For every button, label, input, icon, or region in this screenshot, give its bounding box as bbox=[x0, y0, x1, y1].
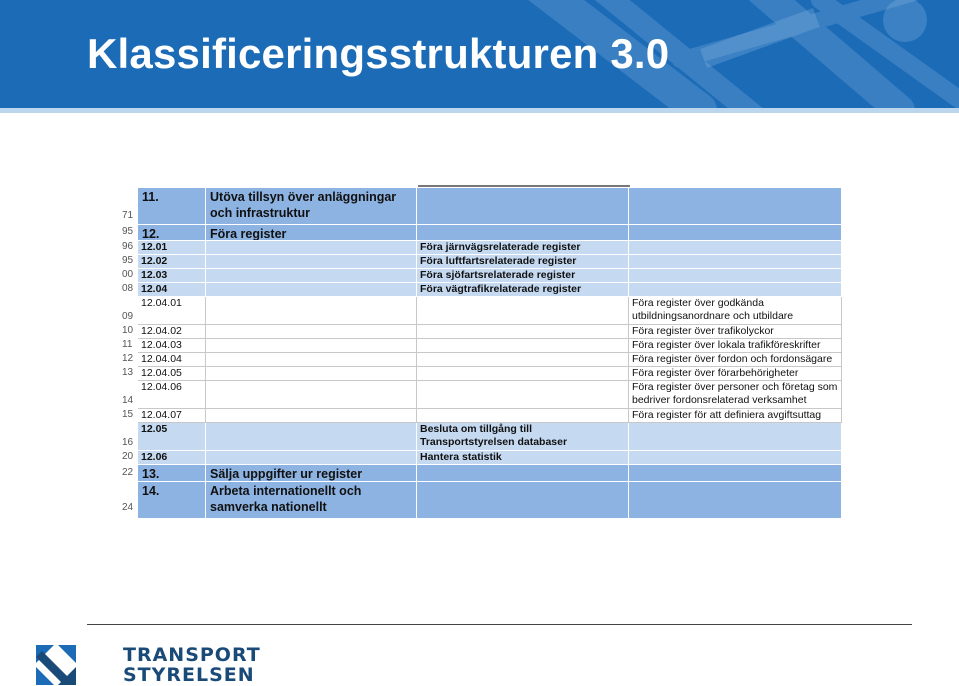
table-cell-subprocess: Föra vägtrafikrelaterade register bbox=[417, 283, 629, 297]
table-cell bbox=[629, 465, 842, 482]
table-cell bbox=[629, 269, 842, 283]
row-number: 15 bbox=[122, 409, 134, 420]
classification-table bbox=[122, 183, 845, 519]
table-cell bbox=[417, 381, 629, 409]
table-cell bbox=[206, 297, 417, 325]
row-number: 71 bbox=[122, 210, 134, 221]
row-number: 95 bbox=[122, 226, 134, 237]
row-number: 22 bbox=[122, 467, 134, 478]
table-cell bbox=[629, 423, 842, 451]
table-cell bbox=[206, 269, 417, 283]
table-cell bbox=[417, 482, 629, 519]
table-cell bbox=[206, 451, 417, 465]
row-number: 20 bbox=[122, 451, 134, 462]
row-number: 13 bbox=[122, 367, 134, 378]
header-underline bbox=[0, 108, 959, 113]
logo-mark-icon bbox=[36, 645, 76, 685]
table-cell bbox=[417, 297, 629, 325]
table-cell bbox=[629, 482, 842, 519]
table-cell bbox=[417, 465, 629, 482]
table-cell bbox=[629, 241, 842, 255]
table-cell-process: Sälja uppgifter ur register bbox=[206, 465, 417, 482]
row-number: 08 bbox=[122, 283, 134, 294]
table-cell bbox=[417, 409, 629, 423]
table-cell-code: 11. bbox=[138, 188, 206, 225]
table-cell-code: 12.04 bbox=[138, 283, 206, 297]
table-cell-code: 12.04.04 bbox=[138, 353, 206, 367]
table-cell-activity: Föra register över trafikolyckor bbox=[629, 325, 842, 339]
table-cell bbox=[206, 367, 417, 381]
table-cell bbox=[206, 353, 417, 367]
row-number: 24 bbox=[122, 502, 134, 513]
table-cell bbox=[206, 409, 417, 423]
table-cell-activity: Föra register över personer och företag som bedriver fordonsrelaterad verksamhet bbox=[629, 381, 842, 409]
table-cell-code: 12.04.03 bbox=[138, 339, 206, 353]
table-cell bbox=[417, 325, 629, 339]
footer-divider bbox=[87, 624, 912, 625]
table-cell-code: 12.01 bbox=[138, 241, 206, 255]
logo-text-line1: TRANSPORT bbox=[123, 644, 261, 666]
row-number: 12 bbox=[122, 353, 134, 364]
table-cell bbox=[417, 353, 629, 367]
table-cell-activity: Föra register över fordon och fordonsägare bbox=[629, 353, 842, 367]
table-cell-code: 12.03 bbox=[138, 269, 206, 283]
row-number: 16 bbox=[122, 437, 134, 448]
table-cell bbox=[206, 255, 417, 269]
row-number: 95 bbox=[122, 255, 134, 266]
table-cell bbox=[629, 255, 842, 269]
table-cell bbox=[206, 325, 417, 339]
table-cell-code: 14. bbox=[138, 482, 206, 519]
row-number: 10 bbox=[122, 325, 134, 336]
table-cell bbox=[629, 188, 842, 225]
table-cell bbox=[417, 188, 629, 225]
row-number: 00 bbox=[122, 269, 134, 280]
table-cell-activity: Föra register för att definiera avgiftsuttag bbox=[629, 409, 842, 423]
table-cell-code: 12.05 bbox=[138, 423, 206, 451]
table-cell-activity: Föra register över förarbehörigheter bbox=[629, 367, 842, 381]
table-cell bbox=[417, 225, 629, 241]
table-cell bbox=[417, 367, 629, 381]
row-number: 96 bbox=[122, 241, 134, 252]
table-cell-activity: Föra register över godkända utbildningsanordnare och utbildare bbox=[629, 297, 842, 325]
table-cell bbox=[206, 423, 417, 451]
table-cell-code: 12.04.02 bbox=[138, 325, 206, 339]
table-cell bbox=[629, 225, 842, 241]
table-cell-code: 12.02 bbox=[138, 255, 206, 269]
table-cell-subprocess: Föra sjöfartsrelaterade register bbox=[417, 269, 629, 283]
table-cell-process: Föra register bbox=[206, 225, 417, 241]
logo-text-line2: STYRELSEN bbox=[123, 664, 255, 686]
row-number: 09 bbox=[122, 311, 134, 322]
table-cell-subprocess: Hantera statistik bbox=[417, 451, 629, 465]
table-cell-process: Arbeta internationellt och samverka nationellt bbox=[206, 482, 417, 519]
table-cell-process: Utöva tillsyn över anläggningar och infrastruktur bbox=[206, 188, 417, 225]
row-number: 14 bbox=[122, 395, 134, 406]
table-cell bbox=[417, 339, 629, 353]
row-number: 11 bbox=[122, 339, 133, 350]
table-cell-subprocess: Föra järnvägsrelaterade register bbox=[417, 241, 629, 255]
table-cell-code: 12.04.07 bbox=[138, 409, 206, 423]
table-cell-subprocess: Besluta om tillgång till Transportstyrelsen databaser bbox=[417, 423, 629, 451]
slide-header bbox=[0, 0, 959, 112]
table-cell-code: 12.06 bbox=[138, 451, 206, 465]
table-cell-code: 12.04.01 bbox=[138, 297, 206, 325]
table-cell-code: 12.04.06 bbox=[138, 381, 206, 409]
table-cell bbox=[629, 283, 842, 297]
table-cell bbox=[206, 381, 417, 409]
table-cell-subprocess: Föra luftfartsrelaterade register bbox=[417, 255, 629, 269]
table-cell bbox=[206, 283, 417, 297]
table-cell-activity: Föra register över lokala trafikföreskrifter bbox=[629, 339, 842, 353]
table-cell bbox=[629, 451, 842, 465]
table-cell-code: 13. bbox=[138, 465, 206, 482]
slide-title: Klassificeringsstrukturen 3.0 bbox=[87, 30, 670, 77]
table-cell-code: 12. bbox=[138, 225, 206, 241]
table-cell-code: 12.04.05 bbox=[138, 367, 206, 381]
table-cell bbox=[206, 241, 417, 255]
table-cell bbox=[206, 339, 417, 353]
